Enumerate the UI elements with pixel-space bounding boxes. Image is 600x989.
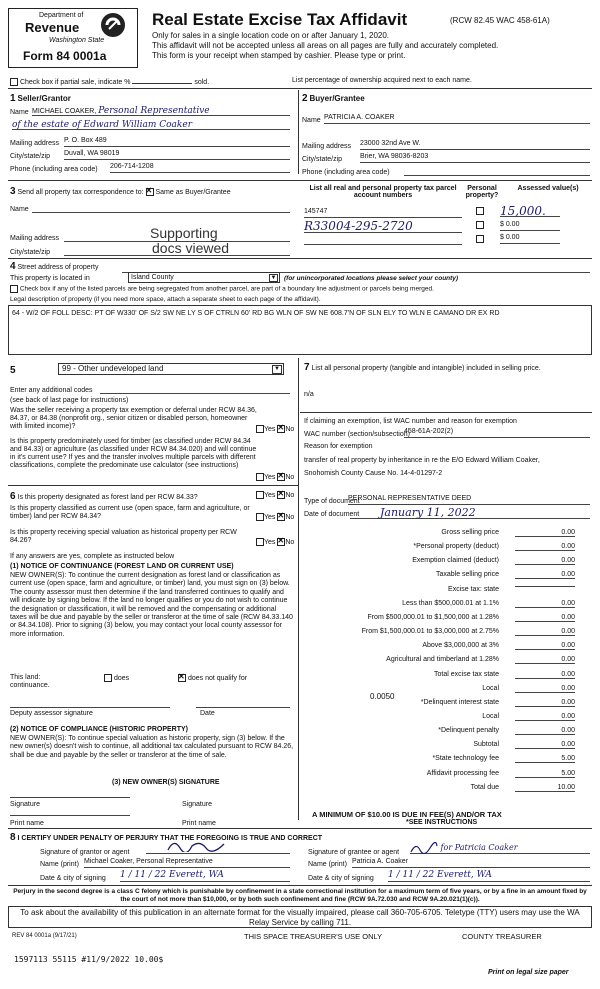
calc-row-label: Less than $500,000.01 at 1.1% <box>402 599 499 607</box>
seller-phone-label: Phone (including area code) <box>10 166 98 173</box>
s6-q2-no[interactable] <box>277 513 285 521</box>
s3-name-label: Name <box>10 206 29 213</box>
header-logo-box <box>8 8 138 68</box>
subtitle-1: Only for sales in a single location code on or after January 1, 2020. <box>152 31 390 40</box>
calc-row <box>310 557 575 568</box>
partial-sale-checkbox[interactable] <box>10 78 18 86</box>
calc-row-value[interactable]: 0.00 <box>515 628 575 636</box>
s6-q2-answer: Yes ✕ No <box>256 513 294 521</box>
dept-line2: Revenue <box>25 20 80 35</box>
grantee-name-label: Name (print) <box>308 861 347 868</box>
grantor-sig-label: Signature of grantor or agent <box>40 849 130 856</box>
calc-row-label: Total due <box>470 783 499 791</box>
owner-sig-label-1: Signature <box>10 801 40 808</box>
calc-row-label: Local <box>482 684 499 692</box>
calc-row-value[interactable]: 0.00 <box>515 543 575 551</box>
calc-row-value[interactable]: 5.00 <box>515 755 575 763</box>
calc-row <box>310 571 575 582</box>
local-rate: 0.0050 <box>370 692 395 701</box>
buyer-heading: 2 Buyer/Grantee <box>302 93 365 104</box>
rev-number: REV 84 0001a (9/17/21) <box>12 933 77 939</box>
calc-row <box>310 586 575 597</box>
s5-q1-answer: Yes ✕ No <box>256 425 294 433</box>
grantee-signature-icon <box>410 842 438 854</box>
legal-size-note: Print on legal size paper <box>488 969 569 976</box>
calc-row <box>310 600 575 611</box>
seller-name-label: Name <box>10 109 29 116</box>
calc-row-label: Excise tax: state <box>448 585 499 593</box>
section4-heading: 4 Street address of property <box>10 261 99 272</box>
parcel-3-field[interactable] <box>304 235 462 245</box>
calc-row-label: From $500,000.01 to $1,500,000 at 1.28% <box>367 613 499 621</box>
assessed-1-field[interactable]: 15,000. <box>500 204 560 217</box>
chevron-down-icon: ▼ <box>270 275 277 281</box>
calc-row-value[interactable] <box>515 586 575 587</box>
doc-type-label: Type of document <box>304 498 360 505</box>
s6-q3-no[interactable] <box>277 538 285 546</box>
calc-row <box>310 628 575 639</box>
county-treasurer: COUNTY TREASURER <box>462 932 542 941</box>
calc-row <box>310 685 575 696</box>
availability-notice: To ask about the availability of this publication in an alternate format for the visually impaired, please call 360-705-6705. Teletype (TTY) users may use the WA Relay Service by calling 711. <box>8 906 592 928</box>
deputy-date-field[interactable] <box>196 698 290 708</box>
s3-mailing-label: Mailing address <box>10 235 60 242</box>
seller-phone-field[interactable]: 206-714-1208 <box>110 163 290 173</box>
dept-line3: Washington State <box>49 37 105 44</box>
codes-note: (see back of last page for instructions) <box>10 397 129 404</box>
personal-1-checkbox[interactable] <box>476 207 484 215</box>
this-land-label: This land: continuance. <box>10 674 50 689</box>
assessed-2-field[interactable]: $ 0.00 <box>500 221 560 231</box>
personal-header: Personal property? <box>465 185 499 199</box>
calc-row-label: *State technology fee <box>432 755 499 763</box>
codes-label: Enter any additional codes <box>10 387 93 394</box>
new-owner-sig-title: (3) NEW OWNER(S) SIGNATURE <box>112 779 220 786</box>
s6-q3-answer: Yes ✕ No <box>256 538 294 546</box>
supporting-stamp-2: docs viewed <box>152 240 230 256</box>
s6-q2-yes[interactable] <box>256 513 264 521</box>
buyer-city-field[interactable]: Brier, WA 98036-8203 <box>360 153 590 163</box>
grantee-date-label: Date & city of signing <box>308 875 374 882</box>
s6-q1: 6 Is this property designated as forest land per RCW 84.33? <box>10 491 198 502</box>
exemption-label: If claiming an exemption, list WAC number and reason for exemption <box>304 418 517 425</box>
legal-description-field[interactable]: 64 - W/2 OF FOLL DESC: PT OF W330' OF S/2 SW NE LY S OF CTRLN 60' RD BG WLN OF SW NE 608.7'N OF SLN ELY TO WLN E CAMANO DR EX RD <box>8 305 592 355</box>
s3-name-field[interactable] <box>32 203 290 213</box>
grantor-date-label: Date & city of signing <box>40 875 106 882</box>
s6-q1-no[interactable] <box>277 491 285 499</box>
calc-row-label: Subtotal <box>473 741 499 749</box>
parcel-2-field[interactable]: R33004-295-2720 <box>304 219 462 233</box>
buyer-name-label: Name <box>302 117 321 124</box>
calc-row <box>310 699 575 710</box>
deputy-date-label: Date <box>200 710 215 717</box>
calc-row-label: *Delinquent interest state <box>420 698 499 706</box>
seller-city-field[interactable]: Duvall, WA 98019 <box>64 150 290 160</box>
s5-q1-yes[interactable] <box>256 425 264 433</box>
cashier-receipt: 1597113 55115 #11/9/2022 10.00$ <box>14 955 164 964</box>
section5-heading: 5 <box>10 365 16 376</box>
calc-row <box>310 656 575 667</box>
partial-sale-label: Check box if partial sale, indicate % <box>19 79 131 86</box>
calc-row-label: Local <box>482 712 499 720</box>
calc-row-value[interactable]: 0.00 <box>515 713 575 721</box>
s5-q2-answer: Yes ✕ No <box>256 473 294 481</box>
calc-row-value[interactable]: 0.00 <box>515 671 575 679</box>
calc-row <box>310 543 575 554</box>
calc-row <box>310 529 575 540</box>
calc-row-value[interactable]: 0.00 <box>515 529 575 537</box>
form-number: Form 84 0001a <box>23 49 107 63</box>
grantee-name-field[interactable]: Patricia A. Coaker <box>352 858 590 868</box>
seller-name-field[interactable]: MICHAEL COAKER, Personal Representative <box>32 106 290 116</box>
calc-row-label: Exemption claimed (deduct) <box>412 557 499 565</box>
perjury-notice: Perjury in the second degree is a class C felony which is punishable by confinement in a state correctional institution for a maximum term of five years, or by a fine in an amount fixed by the court of not more than $10,000, or by both such confinement and fine (RCW 9A.72.030 and RCW 9A.20.021(1)(c)). <box>13 888 587 903</box>
buyer-mailing-field[interactable]: 23000 32nd Ave W. <box>360 140 590 150</box>
subtitle-2: This affidavit will not be accepted unless all areas on all pages are fully and accurately completed. <box>152 41 499 50</box>
county-note: (for unincorporated locations please select your county) <box>284 275 459 282</box>
personal-2-checkbox[interactable] <box>476 221 484 229</box>
s3-city-label: City/state/zip <box>10 249 51 256</box>
assessed-header: Assessed value(s) <box>517 185 579 192</box>
owner-sig-field-1[interactable] <box>10 797 130 798</box>
calc-row-value[interactable]: 0.00 <box>515 699 575 707</box>
supporting-stamp-1: Supporting <box>150 225 218 241</box>
calc-row-label: Gross selling price <box>441 529 499 536</box>
land-use-select[interactable]: 99 - Other undeveloped land ▼ <box>58 363 284 375</box>
s6-q3: Is this property receiving special valuation as historical property per RCW 84.26? <box>10 529 237 544</box>
minimum-note: A MINIMUM OF $10.00 IS DUE IN FEE(S) AND/OR TAX <box>312 810 502 819</box>
does-option: does <box>104 674 129 682</box>
buyer-name-field[interactable]: PATRICIA A. COAKER <box>324 114 590 124</box>
notice1-text: NEW OWNER(S): To continue the current designation as forest land or classification as current use (open space, farm and agriculture, or timber) land, you must sign on (3) below. The county assessor must then determine if the land transferred continues to qualify and will indicate by signing below. If the land no longer qualifies or you do not wish to continue the designation or classification, it will be removed and the compensating or additional taxes will be due and payable by the seller or transferor at the time of sale (RCW 84.33.140 or 84.34.108). Prior to signing (3) below, you may contact your local county assessor for more information. <box>10 572 293 638</box>
seller-name-continued[interactable]: of the estate of Edward William Coaker <box>12 120 290 130</box>
sold-label: sold. <box>194 79 210 86</box>
calc-row-value[interactable]: 0.00 <box>515 571 575 579</box>
calc-row <box>310 755 575 766</box>
seller-mailing-label: Mailing address <box>10 140 60 147</box>
calc-row <box>310 671 575 682</box>
legal-label: Legal description of property (if you need more space, attach a separate sheet to each page of the affidavit). <box>10 296 321 303</box>
section7-heading: 7 List all personal property (tangible and intangible) included in selling price. <box>304 362 541 373</box>
grantor-signature-field[interactable] <box>146 844 290 854</box>
deputy-label: Deputy assessor signature <box>10 710 93 717</box>
doc-date-field[interactable]: January 11, 2022 <box>350 506 590 519</box>
parcel-header: List all real and personal property tax parcel account numbers <box>309 185 457 199</box>
chevron-down-icon: ▼ <box>272 365 282 374</box>
s5-q2: Is this property predominately used for timber (as classified under RCW 84.34 and 84.33) or agriculture (as classified under RCW 84.34.020) and will continue in it's current use? If yes and the transfer involves multiple parcels with different classifications, complete the predominate use calculator (see instructions) <box>10 438 257 469</box>
located-label: This property is located in <box>10 275 90 282</box>
calc-row-label: *Personal property (deduct) <box>413 543 499 551</box>
calc-row-value[interactable]: 0.00 <box>515 614 575 622</box>
personal-3-checkbox[interactable] <box>476 235 484 243</box>
doc-type-field[interactable]: PERSONAL REPRESENTATIVE DEED <box>348 495 590 505</box>
partial-sale-pct-field[interactable] <box>132 76 192 84</box>
calc-row-label: *Delinquent penalty <box>438 727 499 735</box>
calc-row-value[interactable]: 0.00 <box>515 642 575 650</box>
seller-city-label: City/state/zip <box>10 153 51 160</box>
calc-row <box>310 614 575 625</box>
does-checkbox[interactable] <box>104 674 112 682</box>
calc-row-value[interactable]: 0.00 <box>515 727 575 735</box>
wac-label: WAC number (section/subsection) <box>304 431 410 438</box>
see-instructions: *SEE INSTRUCTIONS <box>406 819 478 826</box>
does-not-checkbox[interactable] <box>178 674 186 682</box>
buyer-mailing-label: Mailing address <box>302 143 352 150</box>
notice1-title: (1) NOTICE OF CONTINUANCE (FOREST LAND OR CURRENT USE) <box>10 563 234 570</box>
doc-date-label: Date of document <box>304 511 360 518</box>
grantor-name-label: Name (print) <box>40 861 79 868</box>
treasurer-only: THIS SPACE TREASURER'S USE ONLY <box>244 932 383 941</box>
segregation-checkbox[interactable] <box>10 285 18 293</box>
page-title: Real Estate Excise Tax Affidavit <box>152 10 408 29</box>
calc-row-label: Above $3,000,000 at 3% <box>422 642 499 650</box>
s5-q2-yes[interactable] <box>256 473 264 481</box>
calc-row-value[interactable]: 5.00 <box>515 770 575 778</box>
does-not-option: ✕ does not qualify for <box>178 674 247 682</box>
partial-sale-row <box>10 76 209 86</box>
owner-print-label-2: Print name <box>182 820 216 827</box>
calc-row-value[interactable]: 0.00 <box>515 600 575 608</box>
calc-row-value[interactable]: 0.00 <box>515 656 575 664</box>
buyer-city-label: City/state/zip <box>302 156 343 163</box>
section8-heading: 8 I CERTIFY UNDER PENALTY OF PERJURY THAT THE FOREGOING IS TRUE AND CORRECT <box>10 832 323 843</box>
calc-row <box>310 770 575 781</box>
calc-row <box>310 741 575 752</box>
segregation-row: Check box if any of the listed parcels are being segregated from another parcel, are part of a boundary line adjustment or parcels being merged. <box>10 285 434 293</box>
subtitle-3: This form is your receipt when stamped by cashier. Please type or print. <box>152 51 406 60</box>
wac-field[interactable]: 458-61A-202(2) <box>404 428 590 438</box>
calc-row <box>310 713 575 724</box>
notice2-title: (2) NOTICE OF COMPLIANCE (HISTORIC PROPERTY) <box>10 726 188 733</box>
s6-q1-answer: Yes ✕ No <box>256 491 294 499</box>
owner-print-label-1: Print name <box>10 820 44 827</box>
buyer-phone-field[interactable] <box>404 166 590 176</box>
grantor-name-field[interactable]: Michael Coaker, Personal Representative <box>84 858 290 868</box>
calc-row-label: Taxable selling price <box>435 571 499 579</box>
grantee-sig-label: Signature of grantee or agent <box>308 849 400 856</box>
grantor-signature-icon <box>166 838 226 852</box>
calc-row-value[interactable]: 0.00 <box>515 557 575 565</box>
buyer-phone-label: Phone (including area code) <box>302 169 390 176</box>
reason-label: Reason for exemption <box>304 443 373 450</box>
calc-row <box>310 642 575 653</box>
reason-field[interactable]: transfer of real property by inheritance in re the E/O Edward William Coaker, Snohomish County Cause No. 14-4-01297-2 <box>304 457 540 477</box>
s5-q1: Was the seller receiving a property tax exemption or deferral under RCW 84.36, 84.37, or 84.38 (nonprofit org., senior citizen or disabled person, homeowner with limited income)? <box>10 407 257 430</box>
grantee-date-field[interactable]: 1 / 11 / 22 Everett, WA <box>388 870 590 882</box>
personal-property-value[interactable]: n/a <box>304 391 314 398</box>
seller-mailing-field[interactable]: P. O. Box 489 <box>64 137 290 147</box>
calc-row-value[interactable]: 0.00 <box>515 685 575 693</box>
deputy-signature-field[interactable] <box>10 698 170 708</box>
assessed-3-field[interactable]: $ 0.00 <box>500 234 560 244</box>
calc-row-label: From $1,500,000.01 to $3,000,000 at 2.75% <box>361 628 499 636</box>
county-select[interactable]: Island County ▼ <box>128 272 280 283</box>
answers-note: If any answers are yes, complete as instructed below <box>10 553 175 560</box>
calc-row-value[interactable]: 0.00 <box>515 741 575 749</box>
same-as-buyer-checkbox[interactable] <box>146 188 154 196</box>
s5-q1-no[interactable] <box>277 425 285 433</box>
calc-row <box>310 784 575 795</box>
s6-q1-yes[interactable] <box>256 491 264 499</box>
s5-q2-no[interactable] <box>277 473 285 481</box>
calc-row-label: Affidavit processing fee <box>426 769 499 777</box>
notice2-text: NEW OWNER(S): To continue special valuation as historic property, sign (3) below. If the new owner(s) doesn't wish to continue, all additional tax calculated pursuant to RCW 84.26, shall be due and payable by the seller or transferor at the time of sale. <box>10 735 294 759</box>
owner-sig-label-2: Signature <box>182 801 212 808</box>
revenue-logo-icon <box>101 13 125 37</box>
codes-field[interactable] <box>100 384 290 394</box>
s6-q2: Is this property classified as current use (open space, farm and agriculture, or timber) land per RCW 84.34? <box>10 505 250 520</box>
calc-row-label: Total excise tax state <box>434 670 499 678</box>
dept-line1: Department of <box>39 12 84 19</box>
grantee-signature-field[interactable]: for Patricia Coaker <box>410 842 590 854</box>
grantor-date-field[interactable]: 1 / 11 / 22 Everett, WA <box>120 870 290 882</box>
parcel-1-field[interactable]: 145747 <box>304 208 462 218</box>
calc-row-value[interactable]: 10.00 <box>515 784 575 792</box>
seller-heading: 1 Seller/Grantor <box>10 93 71 104</box>
section3-heading: 3 Send all property tax correspondence to: ✕ Same as Buyer/Grantee <box>10 186 231 197</box>
calc-row-label: Agricultural and timberland at 1.28% <box>386 656 499 664</box>
owner-print-field-1[interactable] <box>10 815 130 816</box>
statute-ref: (RCW 82.45 WAC 458-61A) <box>450 16 550 25</box>
pct-note: List percentage of ownership acquired next to each name. <box>292 77 472 84</box>
calc-row <box>310 727 575 738</box>
s6-q3-yes[interactable] <box>256 538 264 546</box>
